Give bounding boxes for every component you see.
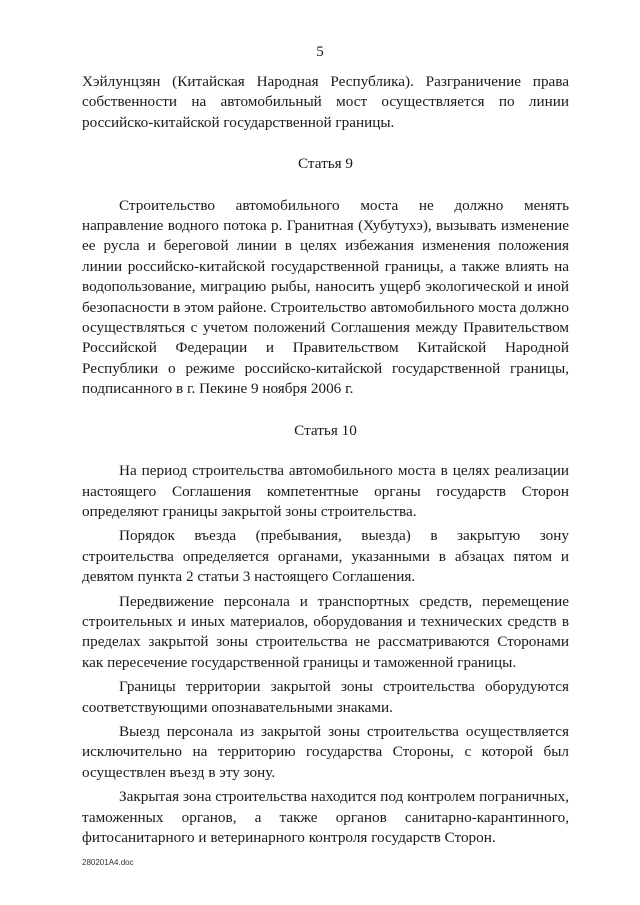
- article-9-heading: Статья 9: [297, 155, 354, 173]
- article-10-paragraph: Передвижение персонала и транспортных средств, перемещение строительных и иных материалов, оборудования и технических средств в пределах закрытой зоны строительства не рассматриваются Сторонами как пересечение государственной границы и таможенной границы.: [82, 592, 569, 671]
- page-number: 5: [316, 44, 324, 60]
- article-10-paragraph: На период строительства автомобильного моста в целях реализации настоящего Соглашения компетентные органы государств Сторон определяют границы закрытой зоны строительства.: [82, 462, 569, 520]
- article-10-paragraph: Порядок въезда (пребывания, выезда) в закрытую зону строительства определяется органами, указанными в абзацах пятом и девятом пункта 2 статьи 3 настоящего Соглашения.: [82, 527, 569, 586]
- article-10-paragraph: Границы территории закрытой зоны строительства оборудуются соответствующими опознавательными знаками.: [82, 678, 569, 716]
- article-10-paragraph: Закрытая зона строительства находится под контролем пограничных, таможенных органов, а также органов санитарно-карантинного, фитосанитарного и ветеринарного контроля государств Сторон.: [82, 788, 569, 846]
- article-9-paragraph: Строительство автомобильного моста не должно менять направление водного потока р. Гранитная (Хубутухэ), вызывать изменение ее русла и береговой линии в целях избежания изменения положения линии российско-китайской государственной границы, а также влиять на водопользование, миграцию рыбы, наносить ущерб экологической и иной безопасности в этом районе. Строительство автомобильного моста должно осуществляться с учетом положений Соглашения между Правительством Российской Федерации и Правительством Китайской Народной Республики о режиме российско-китайской государственной границы, подписанного в г. Пекине 9 ноября 2006 г.: [82, 196, 569, 398]
- footer-file-code: 280201A4.doc: [82, 858, 134, 867]
- article-10-paragraph: Выезд персонала из закрытой зоны строительства осуществляется исключительно на территорию государства Стороны, с которой был осуществлен въезд в эту зону.: [82, 722, 569, 781]
- article-10-heading: Статья 10: [294, 421, 357, 439]
- document-body: [82, 72, 569, 848]
- intro-paragraph: Хэйлунцзян (Китайская Народная Республика). Разграничение права собственности на автомобильный мост осуществляется по линии российско-китайской государственной границы.: [82, 73, 569, 131]
